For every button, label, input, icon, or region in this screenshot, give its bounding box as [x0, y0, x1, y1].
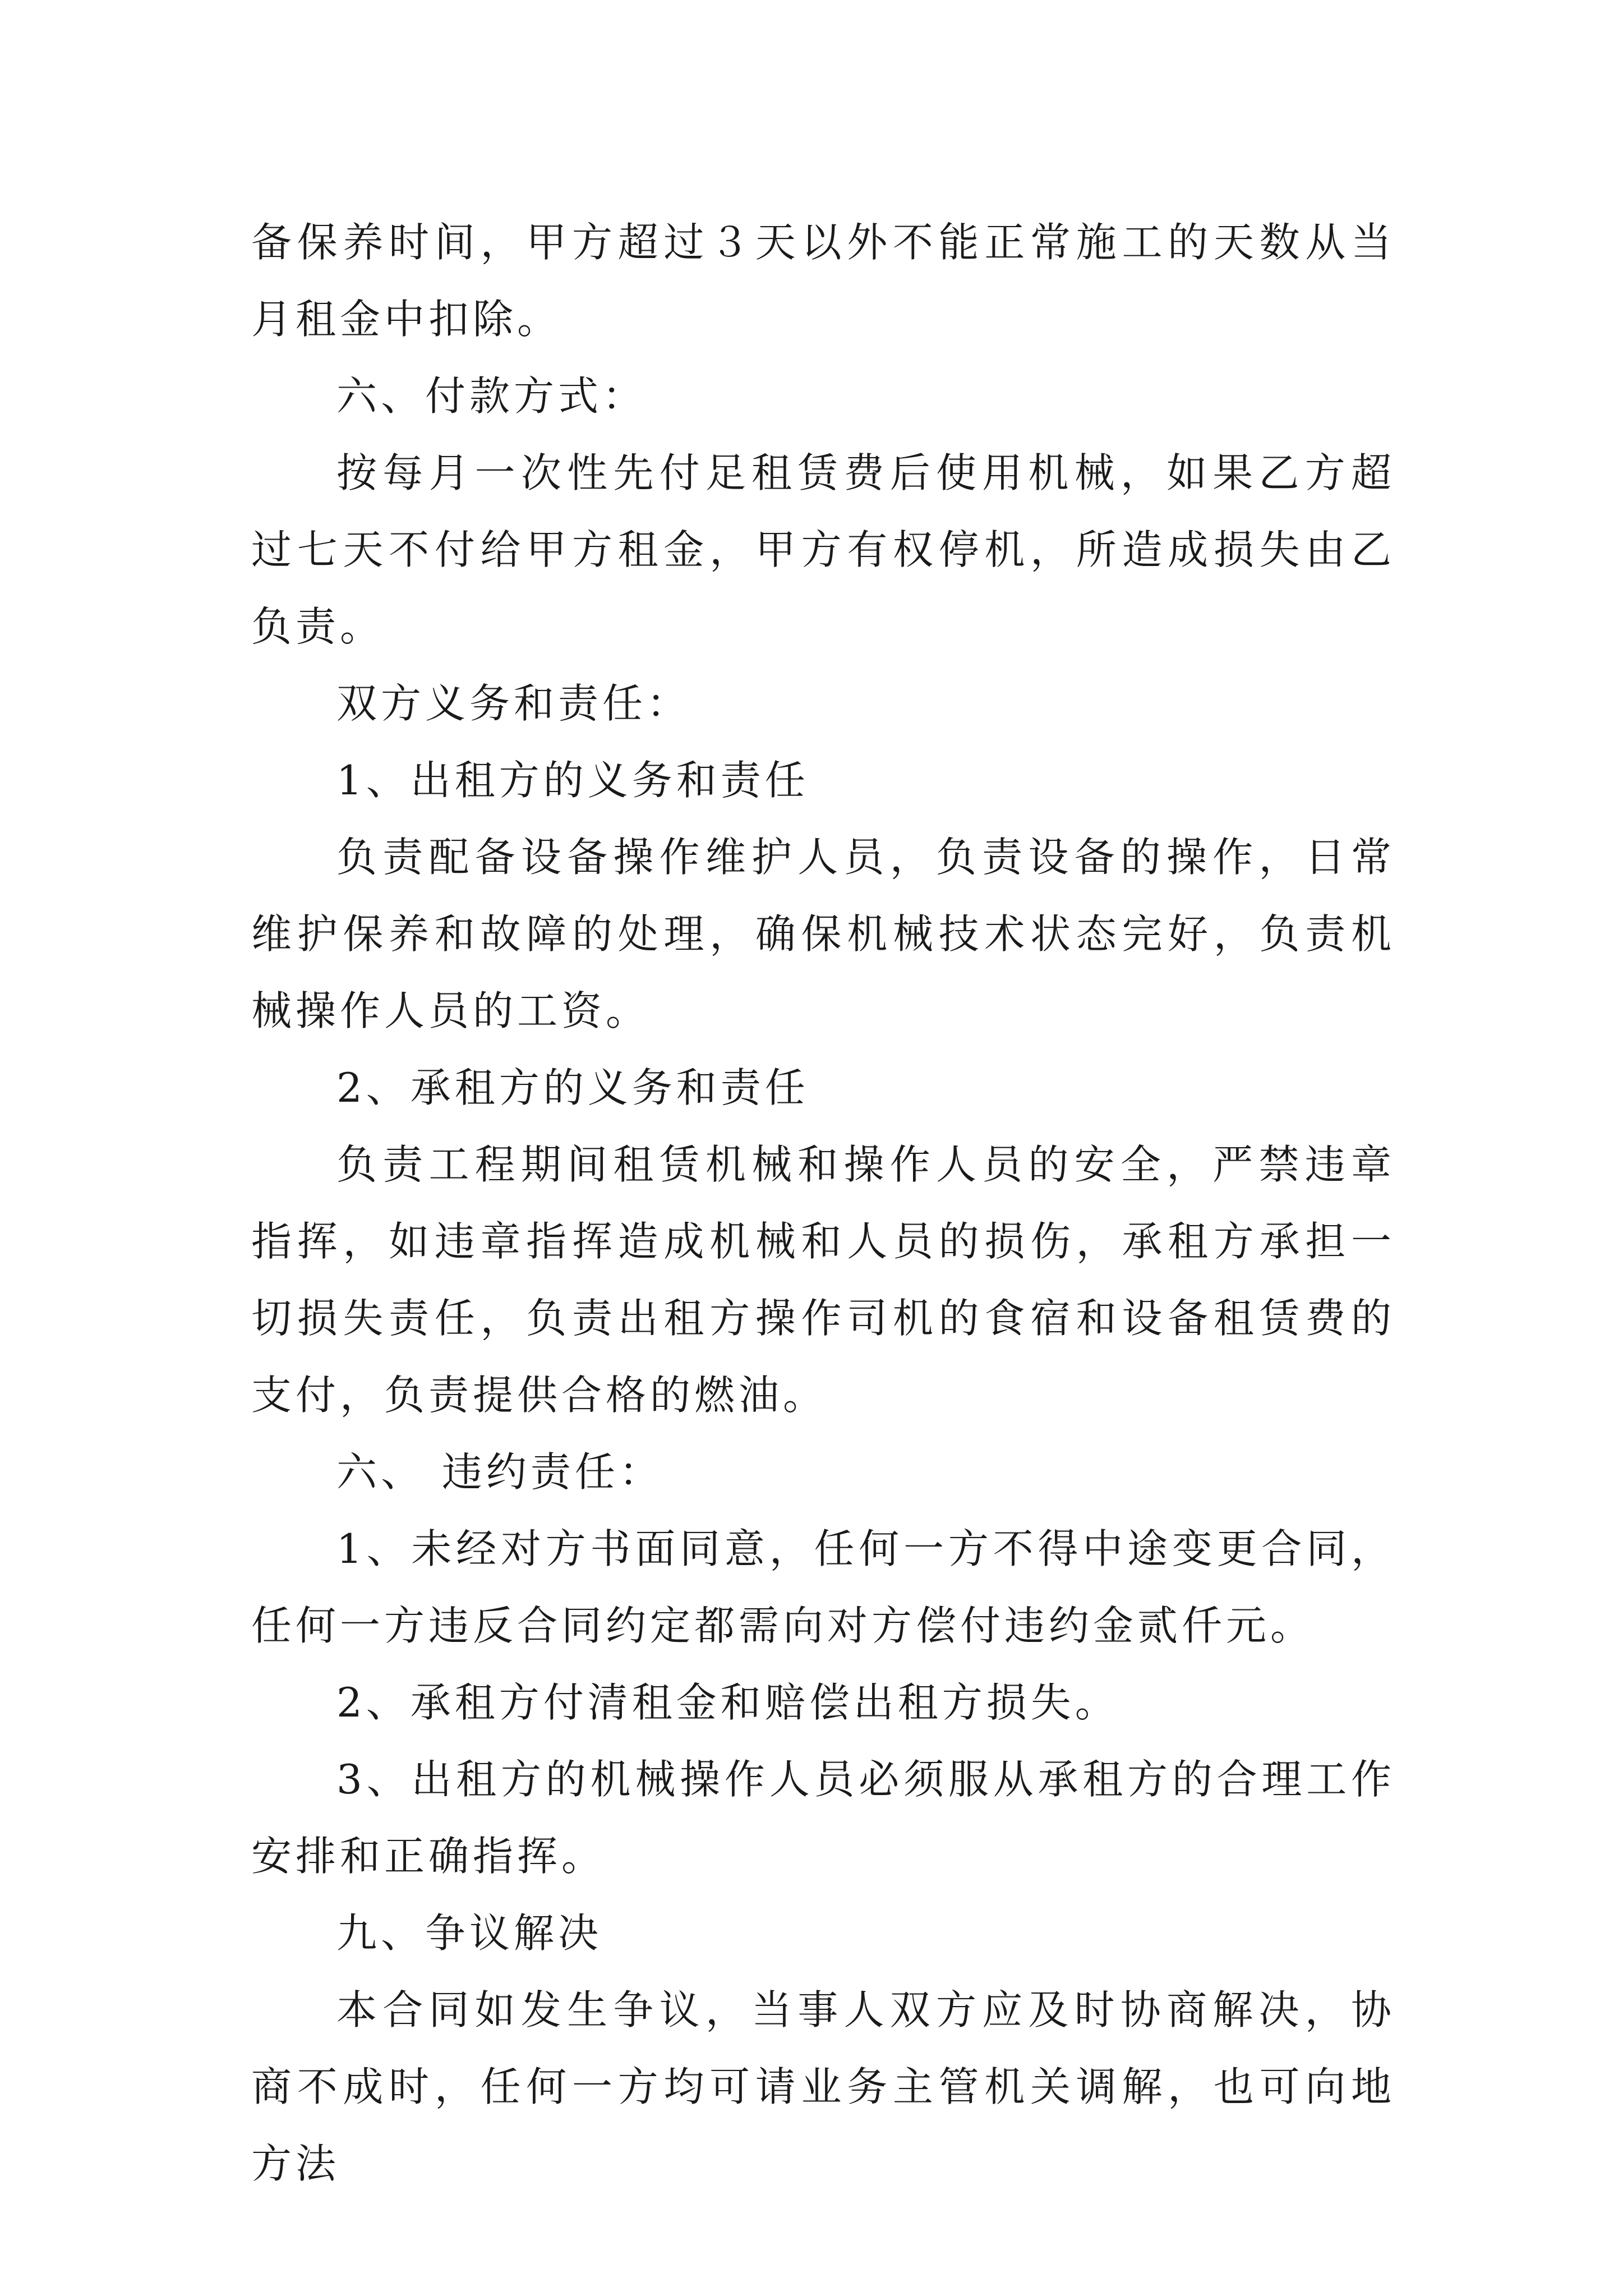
heading-dispute-resolution: 九、争议解决: [336, 1910, 603, 1957]
heading-lessor-obligations: 1、出租方的义务和责任: [336, 757, 809, 804]
paragraph-lessor-obligations: 负责配备设备操作维护人员，负责设备的操作，日常维护保养和故障的处理，确保机械技术状态完好，负责机械操作人员的工资。: [251, 834, 1395, 1034]
paragraph-dispute-resolution: 本合同如发生争议，当事人双方应及时协商解决，协商不成时，任何一方均可请业务主管机关调解，也可向地方法: [251, 1986, 1395, 2187]
paragraph-payment-terms: 按每月一次性先付足租赁费后使用机械，如果乙方超过七天不付给甲方租金，甲方有权停机，所造成损失由乙负责。: [251, 449, 1395, 650]
paragraph-breach-2: 2、承租方付清租金和赔偿出租方损失。: [336, 1679, 1119, 1726]
heading-payment-method: 六、付款方式：: [336, 372, 647, 420]
paragraph-breach-1: 1、未经对方书面同意，任何一方不得中途变更合同，任何一方违反合同约定都需向对方偿付违约金贰仟元。: [251, 1525, 1395, 1649]
paragraph-lessee-obligations: 负责工程期间租赁机械和操作人员的安全，严禁违章指挥，如违章指挥造成机械和人员的损伤，承租方承担一切损失责任，负责出租方操作司机的食宿和设备租赁费的支付，负责提供合格的燃油。: [251, 1141, 1395, 1419]
heading-lessee-obligations: 2、承租方的义务和责任: [336, 1064, 809, 1111]
paragraph-breach-3: 3、出租方的机械操作人员必须服从承租方的合理工作安排和正确指挥。: [251, 1756, 1395, 1880]
document-body: [251, 204, 1395, 2202]
paragraph-maintenance-deduction: 备保养时间，甲方超过３天以外不能正常施工的天数从当月租金中扣除。: [251, 219, 1395, 343]
heading-breach-liability: 六、 违约责任：: [336, 1448, 663, 1496]
heading-obligations: 双方义务和责任：: [336, 680, 691, 727]
